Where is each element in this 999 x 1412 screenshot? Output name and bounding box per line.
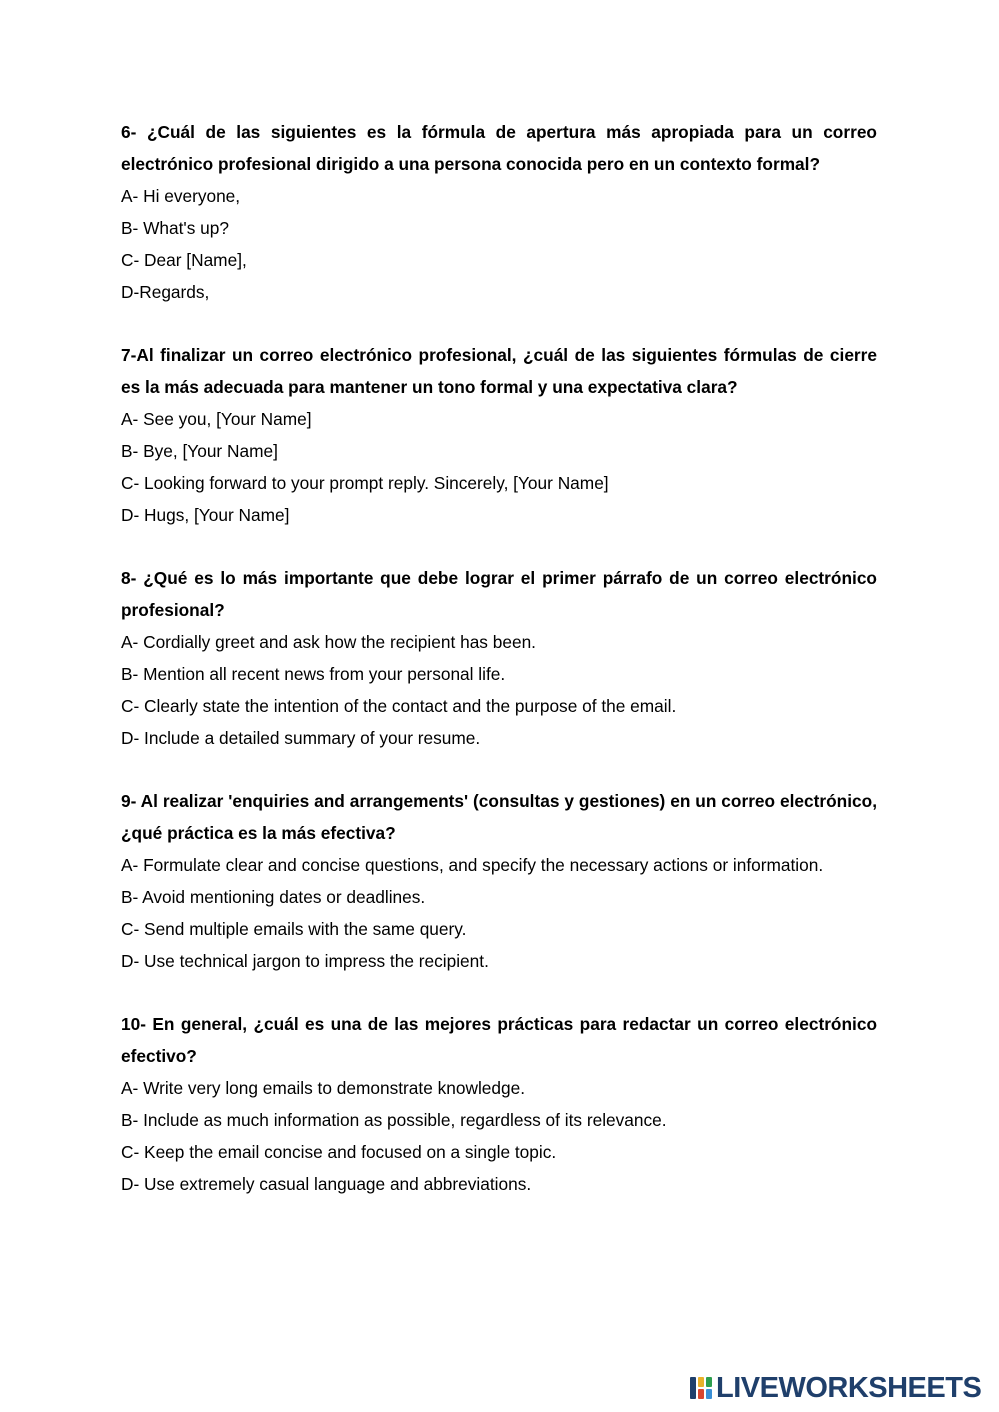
option-c[interactable]: C- Dear [Name], xyxy=(121,250,247,270)
option-a[interactable]: A- Hi everyone, xyxy=(121,186,241,206)
option-d[interactable]: D- Hugs, [Your Name] xyxy=(121,505,290,525)
liveworksheets-logo-icon xyxy=(690,1375,712,1401)
question-text: 10- En general, ¿cuál es una de las mejores prácticas para redactar un correo electrónico efectivo? xyxy=(121,1014,877,1066)
question-6 xyxy=(121,116,877,308)
question-text: 9- Al realizar 'enquiries and arrangements' (consultas y gestiones) en un correo electrónico, ¿qué práctica es la más efectiva? xyxy=(121,791,877,843)
option-b[interactable]: B- Avoid mentioning dates or deadlines. xyxy=(121,887,426,907)
question-9 xyxy=(121,785,877,977)
option-b[interactable]: B- Bye, [Your Name] xyxy=(121,441,278,461)
option-b[interactable]: B- Mention all recent news from your personal life. xyxy=(121,664,506,684)
option-d[interactable]: D- Include a detailed summary of your resume. xyxy=(121,728,481,748)
option-a[interactable]: A- Write very long emails to demonstrate knowledge. xyxy=(121,1078,526,1098)
option-d[interactable]: D- Use extremely casual language and abbreviations. xyxy=(121,1174,532,1194)
option-c[interactable]: C- Clearly state the intention of the contact and the purpose of the email. xyxy=(121,696,677,716)
option-a[interactable]: A- Cordially greet and ask how the recipient has been. xyxy=(121,632,536,652)
worksheet-page xyxy=(121,116,877,1231)
question-text: 6- ¿Cuál de las siguientes es la fórmula de apertura más apropiada para un correo electrónico profesional dirigido a una persona conocida pero en un contexto formal? xyxy=(121,122,877,174)
logo-text: LIVEWORKSHEETS xyxy=(716,1372,982,1404)
question-10 xyxy=(121,1008,877,1200)
question-text: 7-Al finalizar un correo electrónico profesional, ¿cuál de las siguientes fórmulas de cierre es la más adecuada para mantener un tono formal y una expectativa clara? xyxy=(121,345,877,397)
question-7 xyxy=(121,339,877,531)
option-d[interactable]: D- Use technical jargon to impress the recipient. xyxy=(121,951,489,971)
option-c[interactable]: C- Keep the email concise and focused on a single topic. xyxy=(121,1142,557,1162)
option-d[interactable]: D-Regards, xyxy=(121,282,210,302)
option-c[interactable]: C- Looking forward to your prompt reply. Sincerely, [Your Name] xyxy=(121,473,609,493)
option-a[interactable]: A- See you, [Your Name] xyxy=(121,409,312,429)
liveworksheets-logo xyxy=(690,1371,981,1405)
option-c[interactable]: C- Send multiple emails with the same query. xyxy=(121,919,467,939)
option-a[interactable]: A- Formulate clear and concise questions, and specify the necessary actions or information. xyxy=(121,855,824,875)
question-text: 8- ¿Qué es lo más importante que debe lograr el primer párrafo de un correo electrónico profesional? xyxy=(121,568,877,620)
option-b[interactable]: B- What's up? xyxy=(121,218,229,238)
question-8 xyxy=(121,562,877,754)
option-b[interactable]: B- Include as much information as possible, regardless of its relevance. xyxy=(121,1110,667,1130)
